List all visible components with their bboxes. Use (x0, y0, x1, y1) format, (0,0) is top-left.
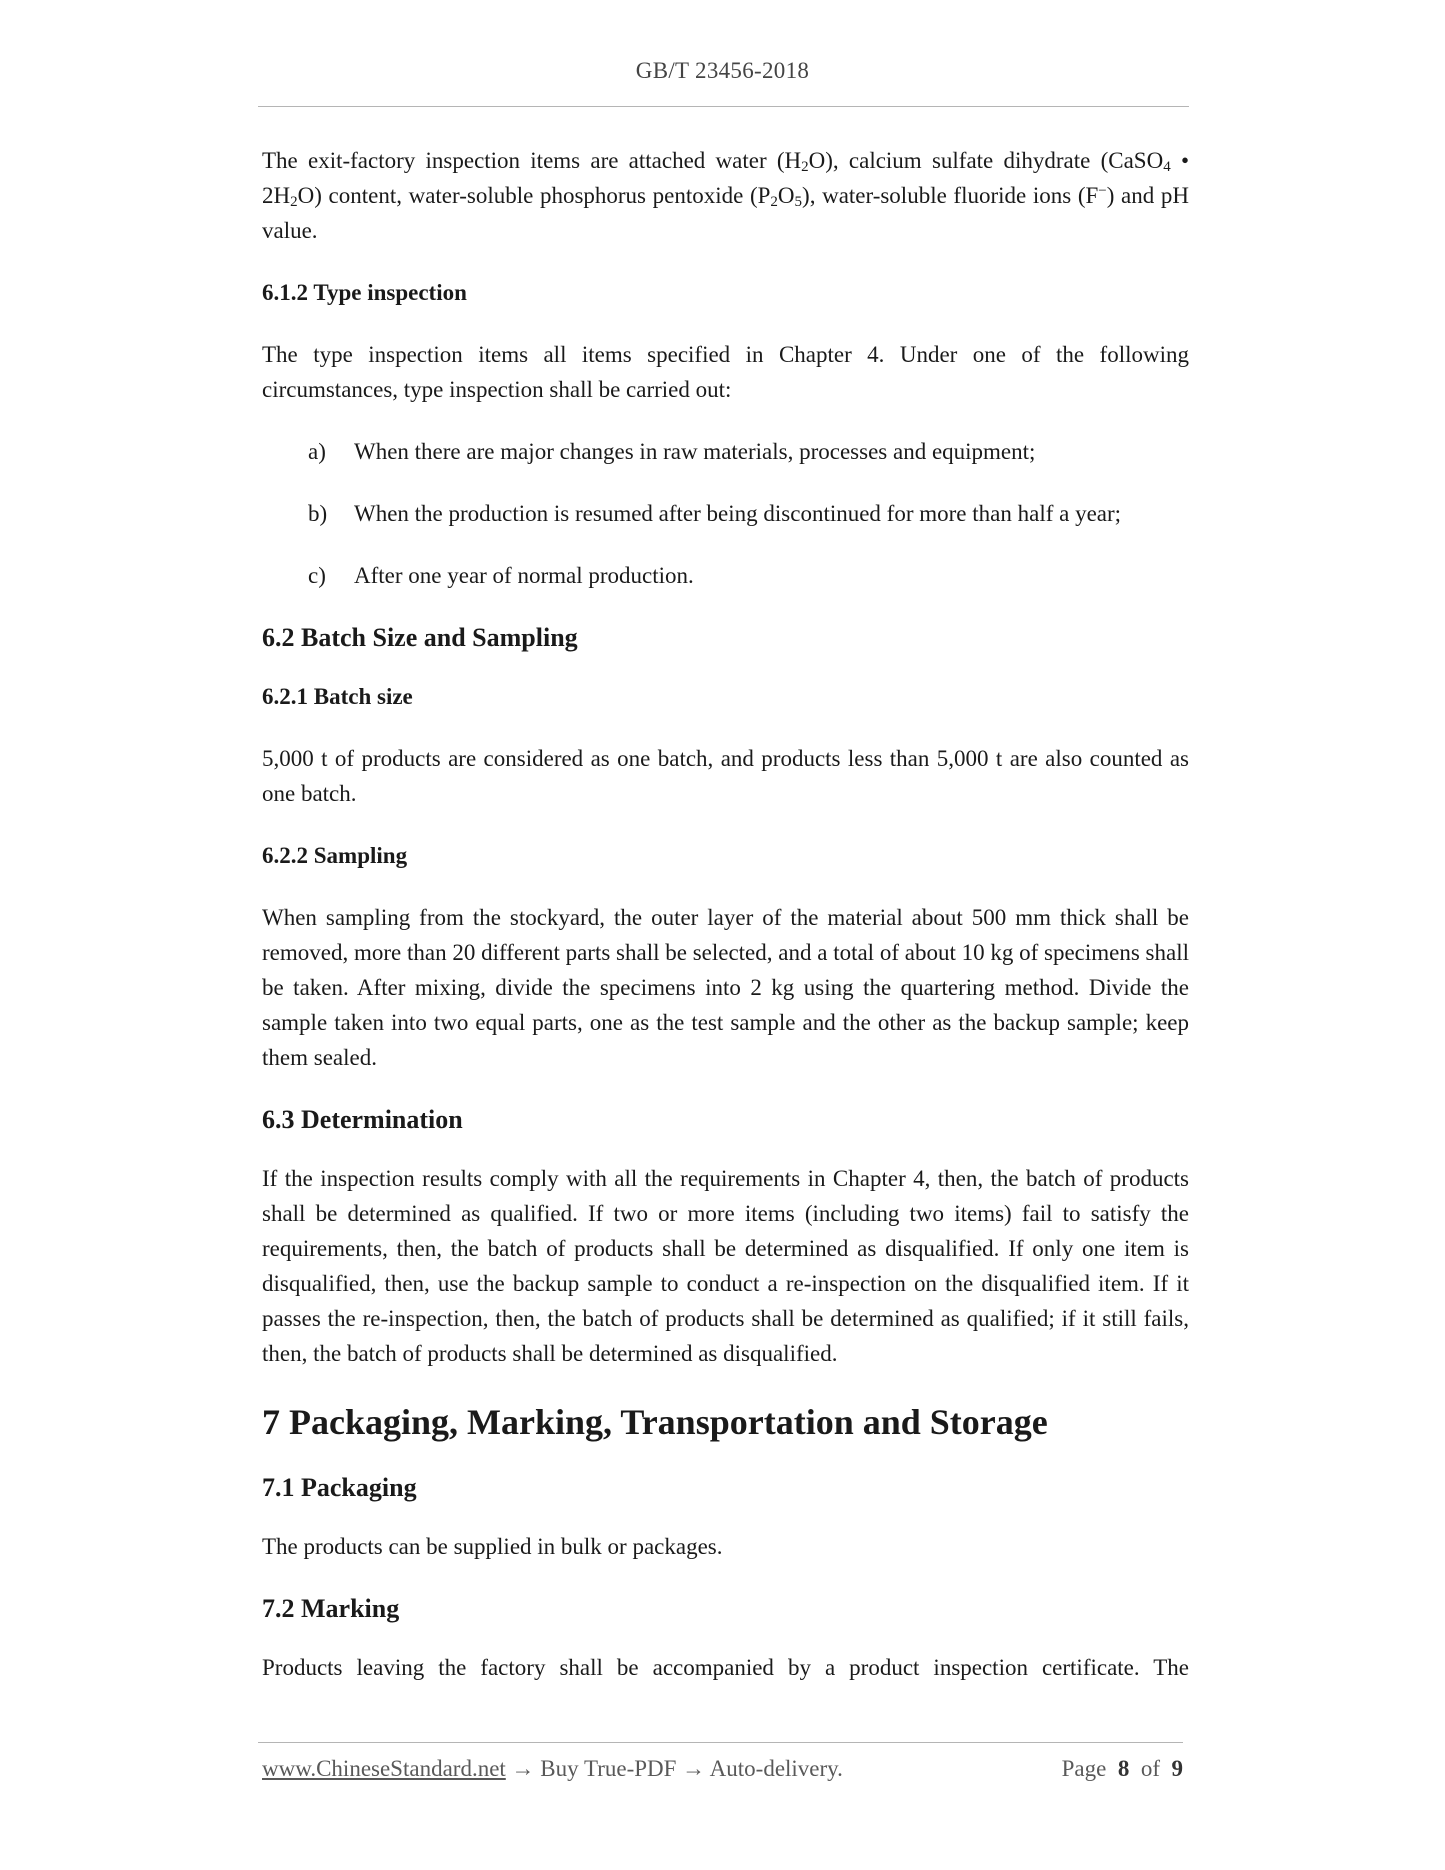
batch-size-paragraph: 5,000 t of products are considered as one batch, and products less than 5,000 t are also counted as one batch. (262, 746, 1189, 806)
heading-6-2-2: 6.2.2 Sampling (262, 843, 408, 868)
heading-7-2: 7.2 Marking (262, 1594, 400, 1623)
page-header-title: GB/T 23456-2018 (635, 58, 810, 83)
sampling-paragraph: When sampling from the stockyard, the outer layer of the material about 500 mm thick shall be removed, more than 20 different parts shall be selected, and a total of about 10 kg of specimens shall be taken. After mixing, divide the specimens into 2 kg using the quartering method. Divide the sample taken into two equal parts, one as the test sample and the other as the backup sample; keep them sealed. (262, 905, 1189, 1070)
list-item-text: After one year of normal production. (354, 563, 694, 588)
heading-6-2: 6.2 Batch Size and Sampling (262, 623, 578, 652)
list-marker: c) (308, 563, 326, 588)
list-item (262, 434, 1189, 469)
list-marker: b) (308, 501, 328, 526)
exit-factory-paragraph: The exit-factory inspection items are attached water $(H_2O)$, calcium sulfate dihydrate (CaSO$_4$ • $2H_2O$) content, water-soluble phosphorus pentoxide $(P_2O_5)$, water-soluble fluoride ions (F−) and pH value. (262, 148, 1190, 243)
page-number: Page 8 of 9 (1061, 1756, 1183, 1781)
list-item (262, 496, 1189, 531)
heading-6-2-1: 6.2.1 Batch size (262, 684, 413, 709)
type-inspection-paragraph: The type inspection items all items specified in Chapter 4. Under one of the following circumstances, type inspection shall be carried out: (262, 342, 1189, 402)
determination-paragraph: If the inspection results comply with all the requirements in Chapter 4, then, the batch of products shall be determined as qualified. If two or more items (including two items) fail to satisfy the requirements, then, the batch of products shall be determined as disqualified. If only one item is disqualified, then, use the backup sample to conduct a re-inspection on the disqualified item. If it passes the re-inspection, then, the batch of products shall be determined as qualified; if it still fails, then, the batch of products shall be determined as disqualified. (262, 1166, 1189, 1366)
heading-7-1: 7.1 Packaging (262, 1473, 417, 1502)
marking-paragraph: Products leaving the factory shall be accompanied by a product inspection certificate. The (262, 1655, 1189, 1680)
list-item-text: When there are major changes in raw materials, processes and equipment; (354, 439, 1036, 464)
list-item-text: When the production is resumed after being discontinued for more than half a year; (354, 501, 1122, 526)
header-divider (258, 106, 1189, 107)
promo-text: → Buy True-PDF → Auto-delivery. (505, 1756, 843, 1781)
heading-6-1-2: 6.1.2 Type inspection (262, 280, 467, 305)
page-footer (262, 1756, 1183, 1782)
heading-7: 7 Packaging, Marking, Transportation and Storage (262, 1402, 1048, 1442)
list-marker: a) (308, 439, 326, 464)
heading-6-3: 6.3 Determination (262, 1105, 463, 1134)
footer-divider (258, 1742, 1183, 1743)
website-link[interactable]: www.ChineseStandard.net (262, 1756, 506, 1781)
document-body (262, 143, 1189, 1712)
footer-promo (262, 1756, 843, 1782)
packaging-paragraph: The products can be supplied in bulk or packages. (262, 1534, 723, 1559)
list-item (262, 558, 1189, 593)
